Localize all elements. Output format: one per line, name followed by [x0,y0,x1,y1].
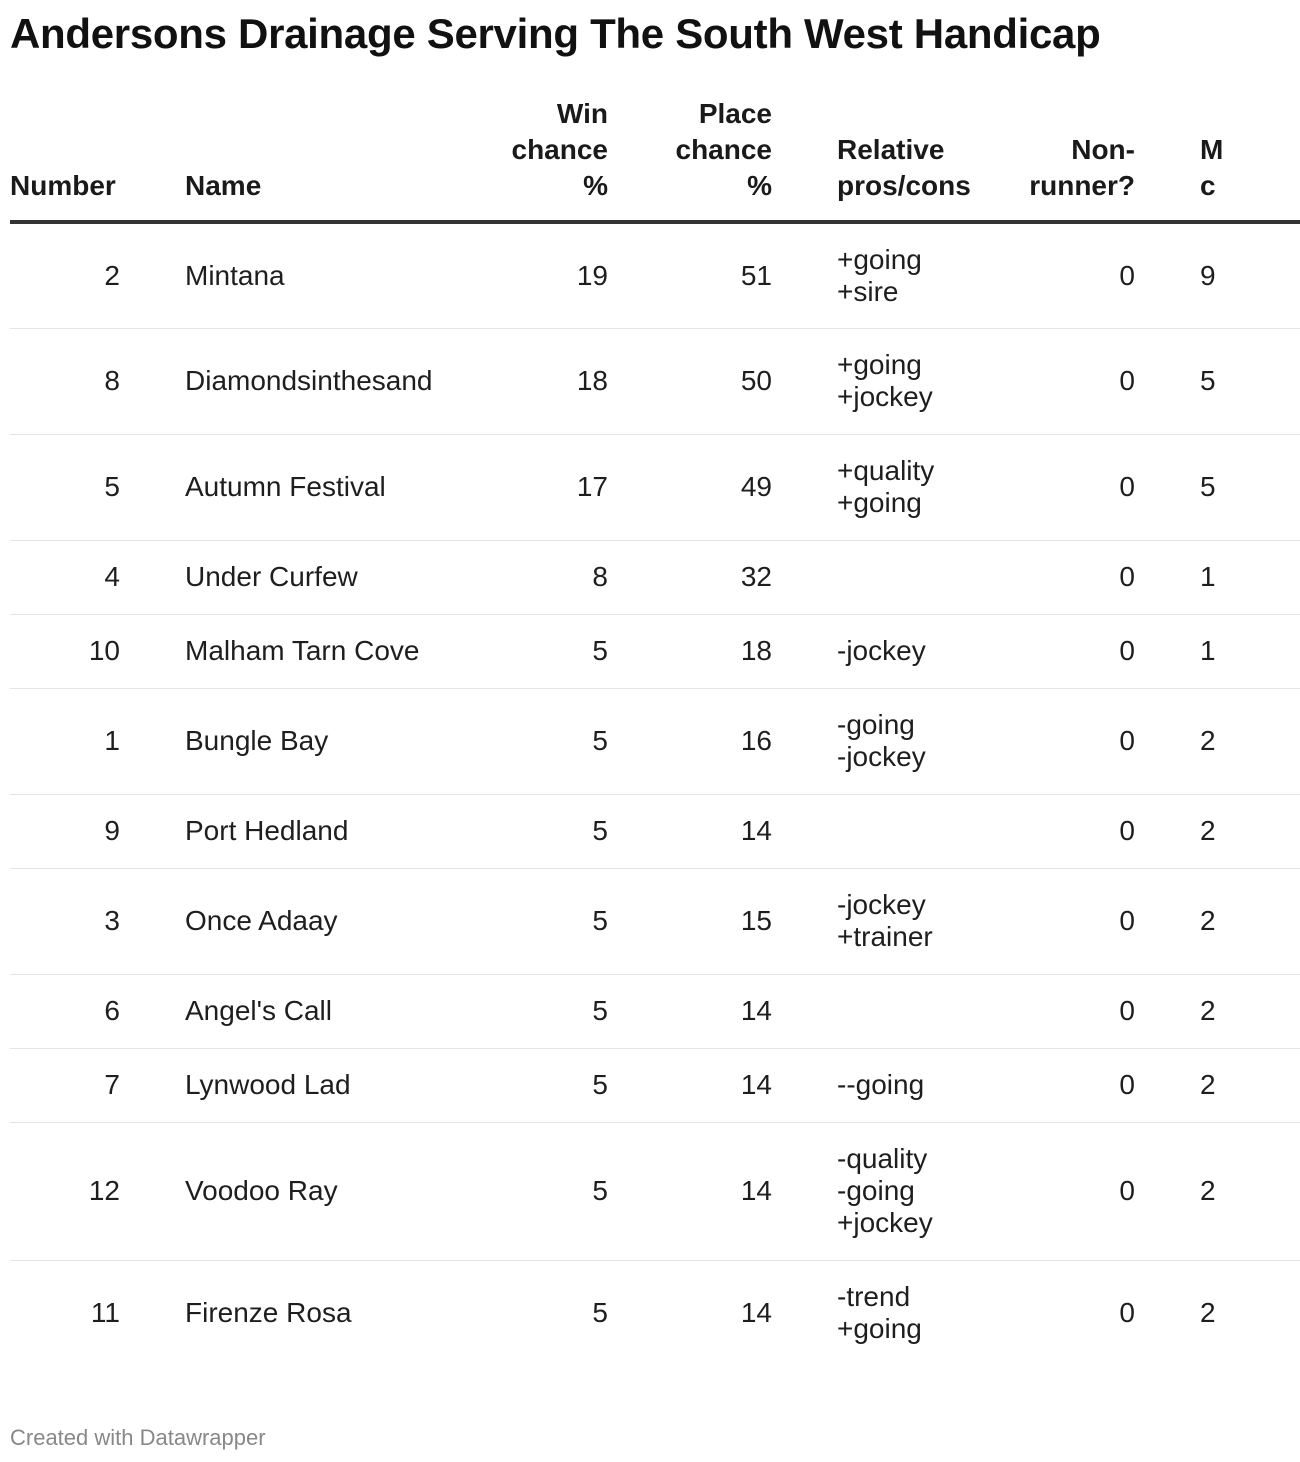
cell-number: 11 [90,1297,120,1329]
cell-place-chance: 51 [608,222,772,328]
cell-name: Angel's Call [120,974,408,1048]
cell-name: Under Curfew [120,540,408,614]
table-row [10,434,1300,540]
cell-non-runner: 0 [932,1048,1135,1122]
header-extra[interactable]: M c [1135,96,1300,222]
pros-cons-item: +going [837,349,922,380]
footer-credit[interactable]: Created with Datawrapper [10,1425,266,1450]
header-number[interactable]: Number [10,96,120,222]
table-row [10,1048,1300,1122]
table-row [10,614,1300,688]
cell-place-chance: 32 [608,540,772,614]
pros-cons-item: -jockey [837,741,926,772]
pros-cons-item: +jockey [837,1207,933,1238]
cell-win-chance: 5 [408,1122,608,1260]
cell-pros-cons [772,868,932,974]
cell-pros-cons [772,1122,932,1260]
pros-cons-item: -going [837,1175,915,1206]
pros-cons-item: +quality [837,455,935,486]
pros-cons-item: +going [837,243,922,275]
cell-non-runner: 0 [932,434,1135,540]
cell-place-chance: 49 [608,434,772,540]
cell-number: 10 [10,614,120,688]
pros-cons-item: -quality [837,1143,928,1174]
cell-non-runner: 0 [932,1122,1135,1260]
cell-win-chance: 5 [408,688,608,794]
cell-name: Diamondsinthesand [120,328,408,434]
cell-extra: 2 [1135,794,1300,868]
cell-extra: 2 [1135,1122,1300,1260]
cell-extra: 5 [1135,434,1300,540]
table-row [10,222,1300,328]
cell-number: 8 [10,328,120,434]
cell-number: 6 [10,974,120,1048]
cell-extra: 1 [1135,614,1300,688]
pros-cons-item: -going [837,709,915,740]
cell-pros-cons [772,328,932,434]
pros-cons-item: +trainer [837,921,933,952]
cell-non-runner: 0 [932,688,1135,794]
cell-extra: 1 [1135,540,1300,614]
table-row [10,328,1300,434]
pros-cons-item: -jockey [837,635,926,666]
cell-non-runner: 0 [932,540,1135,614]
header-pros-cons[interactable]: Relative pros/cons [772,96,932,222]
cell-pros-cons [772,222,932,328]
cell-pros-cons [772,540,932,614]
cell-place-chance: 14 [608,1048,772,1122]
table-row [10,794,1300,868]
cell-number: 9 [10,794,120,868]
cell-name: Firenze Rosa [185,1297,352,1329]
table-body [10,222,1300,1366]
table-row [10,974,1300,1048]
cell-pros-cons [772,434,935,540]
table-row [10,1122,1300,1260]
cell-extra: 2 [1135,1048,1300,1122]
cell-non-runner: 0 [1119,1297,1135,1329]
cell-number: 4 [10,540,120,614]
cell-number: 3 [10,868,120,974]
cell-non-runner: 0 [932,794,1135,868]
cell-extra: 2 [1135,688,1300,794]
cell-number: 5 [10,434,120,540]
cell-name: Bungle Bay [120,688,408,794]
cell-place-chance: 16 [608,688,772,794]
cell-extra: 9 [1135,222,1300,328]
cell-name: Voodoo Ray [120,1122,408,1260]
cell-non-runner: 0 [932,328,1135,434]
cell-win-chance: 5 [408,974,608,1048]
cell-number: 12 [10,1122,120,1260]
cell-pros-cons [772,1260,932,1366]
cell-win-chance: 8 [408,540,608,614]
cell-number: 7 [10,1048,120,1122]
table-row [10,868,1300,974]
pros-cons-item: +sire [837,275,899,307]
cell-name: Once Adaay [120,868,408,974]
cell-pros-cons [772,1048,932,1122]
cell-place-chance: 14 [608,794,772,868]
cell-pros-cons [772,974,932,1048]
cell-pros-cons [772,794,932,868]
cell-place-chance: 15 [608,868,772,974]
table-row [10,540,1300,614]
cell-non-runner: 0 [932,614,1135,688]
header-non-runner[interactable]: Non-runner? [932,96,1135,222]
cell-name: Lynwood Lad [120,1048,408,1122]
cell-place-chance: 50 [608,328,772,434]
cell-name: Autumn Festival [120,434,408,540]
cell-extra: 2 [1135,974,1300,1048]
cell-win-chance: 5 [408,794,608,868]
cell-name: Port Hedland [120,794,408,868]
cell-extra: 2 [1200,1297,1216,1329]
cell-place-chance: 14 [740,1297,772,1329]
cell-win-chance: 19 [408,222,608,328]
header-win-chance[interactable]: Win chance % [408,96,608,222]
data-table [10,96,1300,1366]
pros-cons-item: +going [837,1313,922,1345]
cell-name: Mintana [120,222,408,328]
cell-win-chance: 17 [408,434,608,540]
pros-cons-item: +jockey [837,381,933,412]
cell-extra: 2 [1135,868,1300,974]
pros-cons-item: -jockey [837,889,926,920]
chart-title: Andersons Drainage Serving The South West Handicap [10,10,1101,57]
cell-non-runner: 0 [932,868,1135,974]
cell-win-chance: 18 [408,328,608,434]
cell-win-chance: 5 [408,614,608,688]
cell-number: 2 [10,222,120,328]
cell-name: Malham Tarn Cove [120,614,408,688]
header-name[interactable]: Name [120,96,408,222]
cell-non-runner: 0 [932,974,1135,1048]
pros-cons-item: --going [837,1069,925,1100]
cell-win-chance: 5 [592,1297,608,1329]
cell-pros-cons [772,614,932,688]
pros-cons-item: +going [837,487,922,518]
cell-non-runner: 0 [932,222,1135,328]
cell-place-chance: 18 [608,614,772,688]
data-table-wrapper [10,96,1224,1366]
cell-number: 1 [10,688,120,794]
cell-place-chance: 14 [608,1122,772,1260]
header-place-chance[interactable]: Place chance % [608,96,772,222]
cell-win-chance: 5 [408,868,608,974]
cell-win-chance: 5 [408,1048,608,1122]
table-row [10,688,1300,794]
pros-cons-item: -trend [837,1281,911,1313]
cell-place-chance: 14 [608,974,772,1048]
cell-pros-cons [772,688,932,794]
table-row [10,1260,1300,1366]
header-row [10,96,1300,222]
cell-extra: 5 [1135,328,1300,434]
